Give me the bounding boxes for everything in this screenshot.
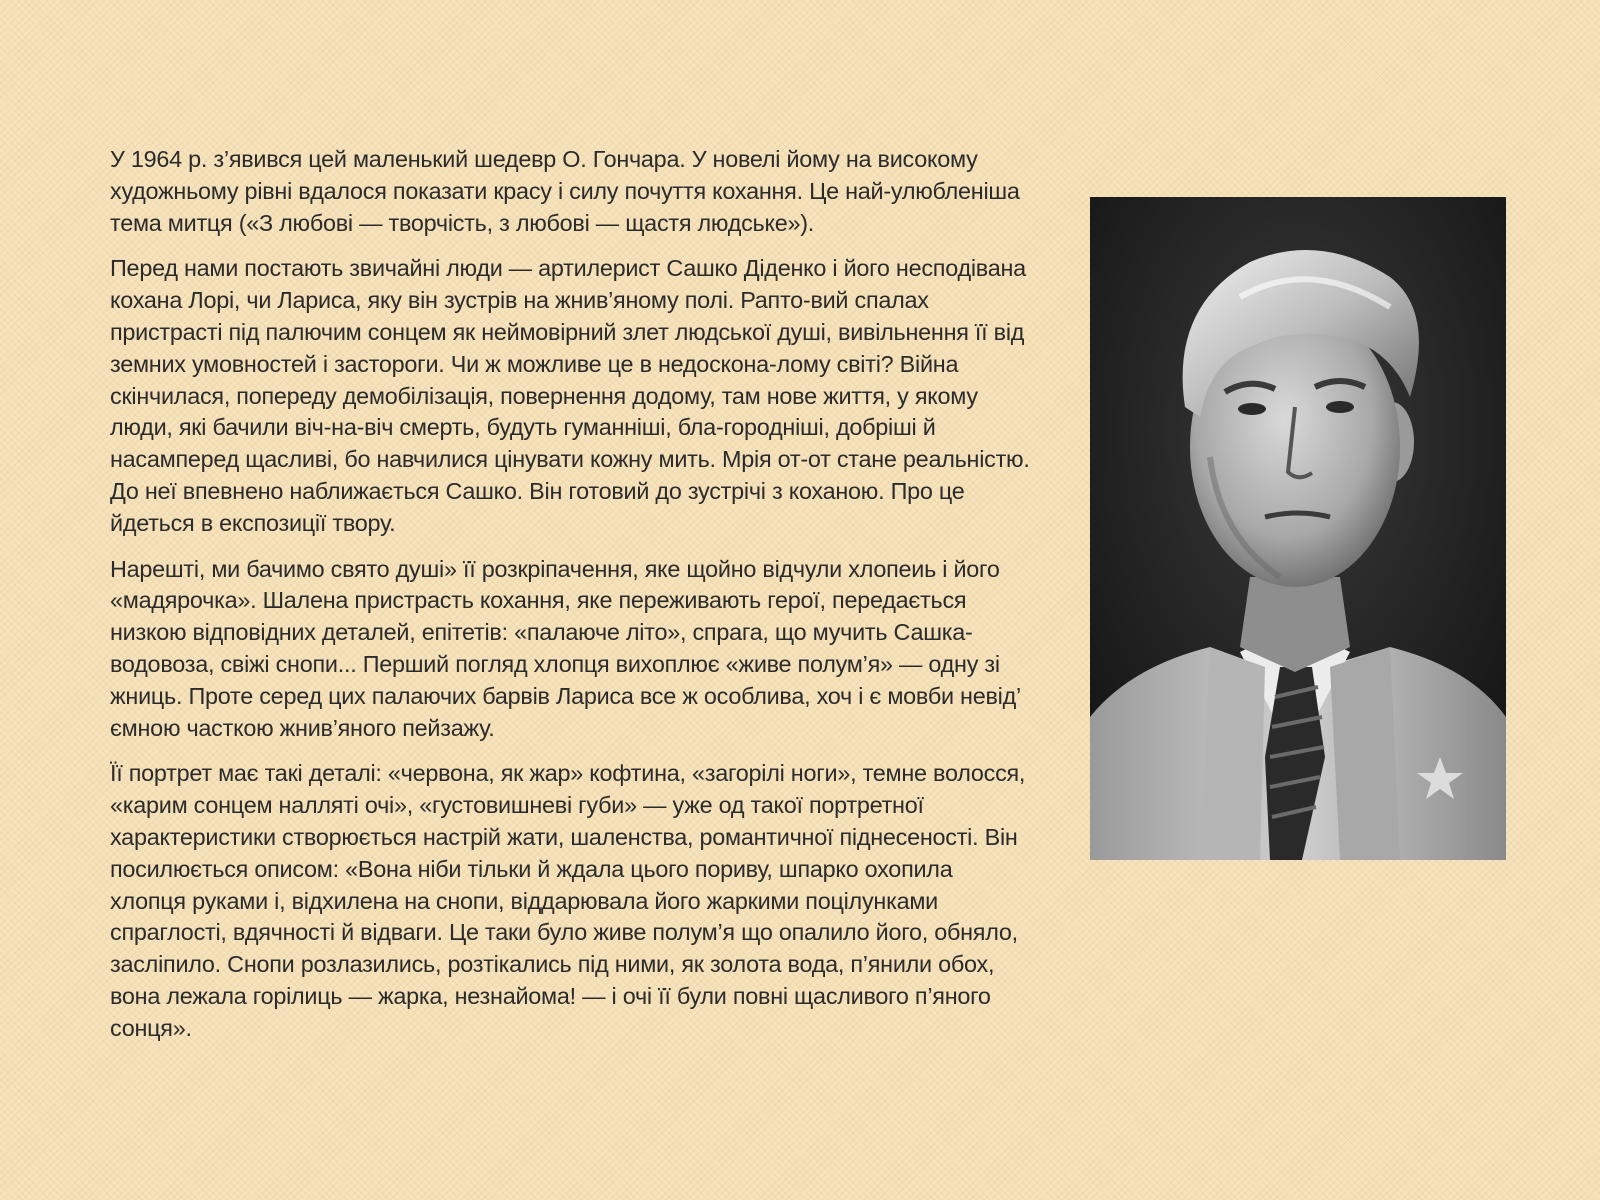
paragraph-1: У 1964 р. з’явився цей маленький шедевр О. Гончара. У новелі йому на високому художньому рівні вдалося показати красу і силу почуття кохання. Це най-улюбленіша тема митця («З любові — творчість, з любові — щастя людське»). xyxy=(110,146,1020,236)
text-block xyxy=(110,144,1030,1059)
paragraph-2: Перед нами постають звичайні люди — артилерист Сашко Діденко і його несподівана кохана Лорі, чи Лариса, яку він зустрів на жнив’яному полі. Рапто-вий спалах пристрасті під палючим сонцем як неймовірний злет людської душі, вивільнення її від земних умовностей і застороги. Чи ж можливе це в недоскона-лому світі? Війна скінчилася, попереду демобілізація, повернення додому, там нове життя, у якому люди, які бачили віч-на-віч смерть, будуть гуманніші, бла-городніші, добріші й насамперед щасливі, бо навчилися цінувати кожну мить. Мрія от-от стане реальністю. До неї впевнено наближається Сашко. Він готовий до зустрічі з коханою. Про це йдеться в експозиції твору. xyxy=(110,255,1030,536)
portrait-photo-icon xyxy=(1090,197,1506,860)
paragraph-3: Нарешті, ми бачимо свято душі» її розкріпачення, яке щойно відчули хлопеиь і його «мадярочка». Шалена пристрасть кохання, яке переживають герої, передається низкою відповідних деталей, епітетів: «палаюче літо», спрага, що мучить Сашка-водовоза, свіжі снопи... Перший погляд хлопця вихоплює «живе полум’я» — одну зі жниць. Проте серед цих палаючих барвів Лариса все ж особлива, хоч і є мовби невід’ ємною часткою жнив’яного пейзажу. xyxy=(110,555,1021,741)
author-portrait xyxy=(1090,197,1506,860)
paragraph-4: Її портрет має такі деталі: «червона, як жар» кофтина, «загорілі ноги», темне волосся, «карим сонцем налляті очі», «густовишневі губи» — уже од такої портретної характеристики створюється настрій жати, шаленства, романтичної піднесеності. Він посилюється описом: «Вона ніби тільки й ждала цього пориву, шпарко охопила хлопця руками і, відхилена на снопи, віддарювала його жаркими поцілунками спраглості, вдячності й відваги. Це таки було живе полум’я що опалило його, обняло, засліпило. Снопи розлазились, розтікались під ними, як золота вода, п’янили обох, вона лежала горілиць — жарка, незнайома! — і очі її були повні щасливого п’яного сонця». xyxy=(110,760,1026,1041)
